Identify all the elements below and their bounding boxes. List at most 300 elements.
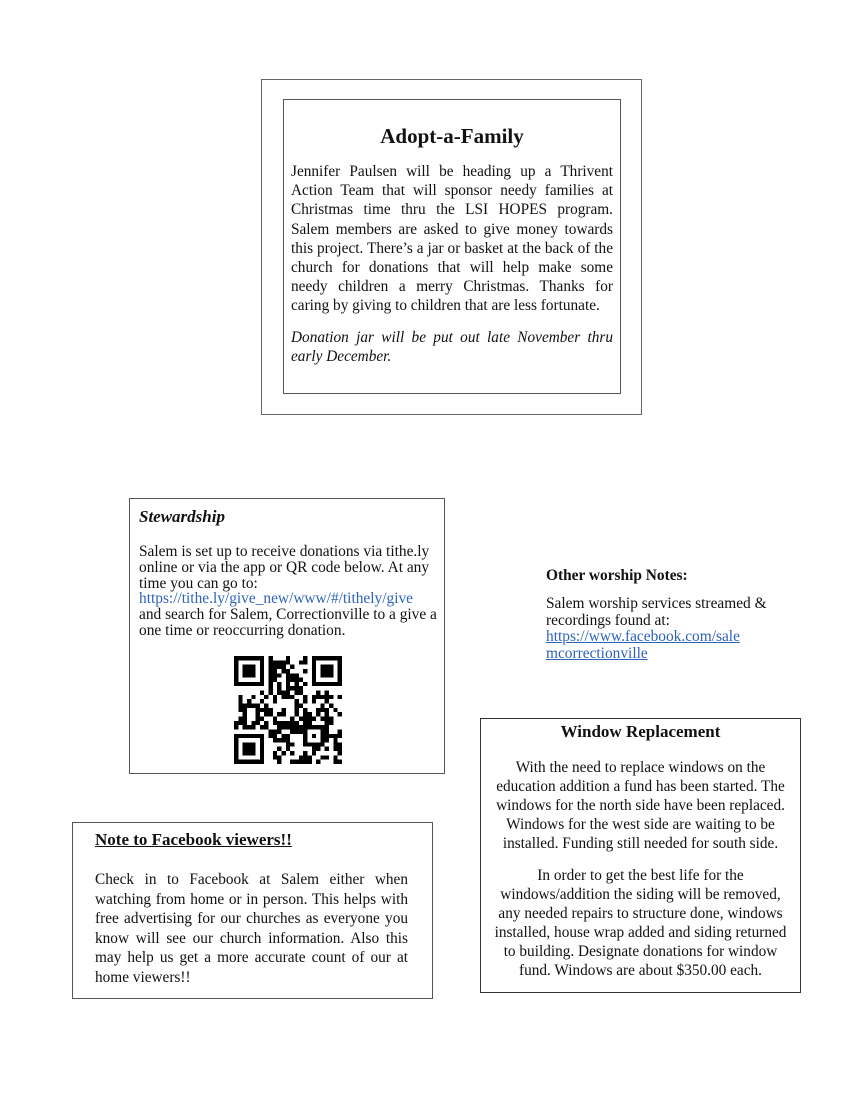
qr-module xyxy=(238,708,242,712)
qr-module xyxy=(251,721,255,725)
qr-module xyxy=(282,734,286,738)
qr-module xyxy=(260,747,264,751)
facebook-link[interactable] xyxy=(546,628,740,662)
qr-module xyxy=(286,691,290,695)
qr-module xyxy=(333,760,337,764)
qr-module xyxy=(273,669,277,673)
qr-module xyxy=(303,682,307,686)
qr-module xyxy=(286,660,290,664)
qr-module xyxy=(338,747,342,751)
qr-module xyxy=(320,665,324,669)
qr-module xyxy=(260,738,264,742)
qr-module xyxy=(338,669,342,673)
qr-module xyxy=(312,673,316,677)
qr-module xyxy=(312,716,316,720)
qr-module xyxy=(307,721,311,725)
qr-module xyxy=(243,665,247,669)
qr-module xyxy=(286,678,290,682)
qr-module xyxy=(329,704,333,708)
qr-module xyxy=(320,742,324,746)
qr-module xyxy=(243,751,247,755)
qr-module xyxy=(338,734,342,738)
other-worship-notes xyxy=(546,567,786,662)
qr-module xyxy=(234,747,238,751)
text-line: to building. Designate donations for window xyxy=(503,943,778,960)
qr-module xyxy=(256,712,260,716)
qr-module xyxy=(264,721,268,725)
qr-module xyxy=(260,751,264,755)
qr-module xyxy=(251,747,255,751)
qr-module xyxy=(299,704,303,708)
qr-module xyxy=(234,660,238,664)
window-replacement-paragraph-2 xyxy=(481,866,800,980)
qr-module xyxy=(256,716,260,720)
qr-module xyxy=(251,751,255,755)
qr-module xyxy=(333,682,337,686)
qr-module xyxy=(286,682,290,686)
qr-module xyxy=(251,665,255,669)
qr-module xyxy=(320,708,324,712)
qr-module xyxy=(299,716,303,720)
qr-module xyxy=(243,734,247,738)
qr-module xyxy=(303,656,307,660)
qr-module xyxy=(325,708,329,712)
qr-module xyxy=(294,673,298,677)
qr-module xyxy=(312,660,316,664)
qr-module xyxy=(273,751,277,755)
qr-module xyxy=(325,738,329,742)
qr-module xyxy=(286,747,290,751)
text-line: installed. Funding still needed for south side. xyxy=(502,835,779,852)
text-line: In order to get the best life for the xyxy=(537,867,744,884)
qr-module xyxy=(329,669,333,673)
qr-module xyxy=(277,725,281,729)
qr-module xyxy=(243,712,247,716)
facebook-note-box xyxy=(72,822,433,999)
qr-module xyxy=(260,678,264,682)
qr-module xyxy=(251,704,255,708)
qr-module xyxy=(273,734,277,738)
qr-module xyxy=(290,742,294,746)
window-replacement-paragraph-1 xyxy=(481,758,800,853)
qr-module xyxy=(307,742,311,746)
qr-module xyxy=(264,704,268,708)
qr-module xyxy=(338,729,342,733)
qr-module xyxy=(290,721,294,725)
qr-module xyxy=(243,673,247,677)
qr-module xyxy=(277,665,281,669)
qr-module xyxy=(282,665,286,669)
qr-module xyxy=(260,673,264,677)
qr-module xyxy=(269,678,273,682)
qr-module xyxy=(251,695,255,699)
qr-module xyxy=(273,721,277,725)
qr-module xyxy=(316,760,320,764)
qr-module xyxy=(312,742,316,746)
adopt-a-family-note: Donation jar will be put out late November thru early December. xyxy=(291,328,613,365)
qr-module xyxy=(273,729,277,733)
qr-module xyxy=(238,704,242,708)
qr-module xyxy=(273,699,277,703)
qr-module xyxy=(290,751,294,755)
qr-module xyxy=(273,755,277,759)
qr-module xyxy=(243,682,247,686)
qr-module xyxy=(247,656,251,660)
qr-module xyxy=(282,660,286,664)
qr-module xyxy=(307,716,311,720)
qr-module xyxy=(303,760,307,764)
qr-module xyxy=(325,669,329,673)
qr-module xyxy=(234,721,238,725)
qr-module xyxy=(260,669,264,673)
qr-module xyxy=(269,656,273,660)
qr-module xyxy=(294,686,298,690)
qr-module xyxy=(238,716,242,720)
qr-module xyxy=(234,734,238,738)
qr-module xyxy=(273,695,277,699)
facebook-link-line1[interactable]: https://www.facebook.com/sale xyxy=(546,628,740,645)
stewardship-text-intro: Salem is set up to receive donations via tithe.ly online or via the app or QR code below. At any time you can go to: xyxy=(139,543,430,592)
qr-module xyxy=(238,734,242,738)
qr-module xyxy=(338,673,342,677)
qr-module xyxy=(325,725,329,729)
qr-module xyxy=(329,721,333,725)
qr-module xyxy=(325,682,329,686)
qr-module xyxy=(247,669,251,673)
text-line: windows for the north side have been replaced. xyxy=(496,797,785,814)
qr-module xyxy=(325,699,329,703)
qr-module xyxy=(316,656,320,660)
qr-module xyxy=(303,755,307,759)
qr-module xyxy=(307,755,311,759)
qr-module xyxy=(251,682,255,686)
qr-module xyxy=(338,712,342,716)
qr-module xyxy=(316,708,320,712)
qr-module xyxy=(277,747,281,751)
qr-module xyxy=(286,669,290,673)
adopt-a-family-paragraph: Jennifer Paulsen will be heading up a Thrivent Action Team that will sponsor needy families at Christmas time thru the LSI HOPES program. Salem members are asked to give money towards this project. There’s a jar or basket at the back of the church for donations that will help make some needy children a merry Christmas. Thanks for caring by giving to children that are less fortunate. xyxy=(291,163,613,315)
adopt-a-family-title: Adopt-a-Family xyxy=(380,124,524,148)
qr-module xyxy=(329,716,333,720)
qr-module xyxy=(329,656,333,660)
qr-module xyxy=(320,695,324,699)
qr-module xyxy=(277,755,281,759)
qr-module xyxy=(260,734,264,738)
qr-module xyxy=(277,712,281,716)
qr-module xyxy=(320,682,324,686)
qr-module xyxy=(269,669,273,673)
qr-module xyxy=(247,699,251,703)
qr-module xyxy=(303,751,307,755)
qr-module xyxy=(269,691,273,695)
qr-code-icon xyxy=(234,656,342,764)
qr-module xyxy=(234,673,238,677)
qr-module xyxy=(303,729,307,733)
qr-module xyxy=(338,742,342,746)
qr-module xyxy=(320,738,324,742)
qr-module xyxy=(316,712,320,716)
qr-module xyxy=(286,742,290,746)
qr-module xyxy=(316,742,320,746)
text-line: With the need to replace windows on the xyxy=(515,759,766,776)
qr-module xyxy=(299,686,303,690)
qr-module xyxy=(290,729,294,733)
qr-module xyxy=(234,669,238,673)
qr-module xyxy=(290,760,294,764)
qr-module xyxy=(320,656,324,660)
qr-module xyxy=(234,682,238,686)
qr-module xyxy=(299,691,303,695)
window-replacement-body xyxy=(481,758,800,993)
qr-module xyxy=(320,673,324,677)
qr-module xyxy=(277,691,281,695)
qr-module xyxy=(234,742,238,746)
qr-module xyxy=(256,682,260,686)
qr-module xyxy=(286,738,290,742)
qr-module xyxy=(260,656,264,660)
text-line: education addition a fund has been started. The xyxy=(496,778,785,795)
qr-module xyxy=(338,660,342,664)
qr-module xyxy=(325,755,329,759)
qr-module xyxy=(325,695,329,699)
qr-module xyxy=(303,734,307,738)
qr-module xyxy=(294,708,298,712)
qr-module xyxy=(294,704,298,708)
qr-module xyxy=(260,682,264,686)
qr-module xyxy=(333,755,337,759)
text-line: fund. Windows are about $350.00 each. xyxy=(519,962,762,979)
qr-module xyxy=(243,669,247,673)
qr-module xyxy=(333,738,337,742)
qr-module xyxy=(269,673,273,677)
qr-module xyxy=(303,725,307,729)
qr-module xyxy=(316,725,320,729)
qr-module xyxy=(256,704,260,708)
qr-module xyxy=(260,660,264,664)
qr-module xyxy=(269,734,273,738)
adopt-a-family-box xyxy=(283,99,621,394)
qr-module xyxy=(247,704,251,708)
qr-module xyxy=(260,665,264,669)
qr-module xyxy=(247,734,251,738)
qr-module xyxy=(251,669,255,673)
qr-module xyxy=(286,721,290,725)
qr-module xyxy=(264,712,268,716)
qr-module xyxy=(294,729,298,733)
window-replacement-title: Window Replacement xyxy=(560,722,721,741)
qr-module xyxy=(312,669,316,673)
qr-module xyxy=(286,734,290,738)
qr-module xyxy=(338,682,342,686)
qr-module xyxy=(303,721,307,725)
qr-module xyxy=(312,747,316,751)
stewardship-body xyxy=(139,544,444,639)
qr-module xyxy=(273,738,277,742)
qr-module xyxy=(294,682,298,686)
qr-module xyxy=(316,695,320,699)
qr-module xyxy=(247,747,251,751)
qr-module xyxy=(290,695,294,699)
qr-module xyxy=(333,708,337,712)
qr-module xyxy=(290,725,294,729)
qr-module xyxy=(282,725,286,729)
qr-module xyxy=(329,734,333,738)
qr-module xyxy=(320,725,324,729)
qr-module xyxy=(256,760,260,764)
qr-module xyxy=(277,660,281,664)
qr-module xyxy=(282,708,286,712)
qr-module xyxy=(303,695,307,699)
qr-module xyxy=(325,712,329,716)
qr-module xyxy=(260,691,264,695)
qr-module xyxy=(277,729,281,733)
qr-module xyxy=(325,673,329,677)
qr-module xyxy=(264,725,268,729)
qr-module xyxy=(269,712,273,716)
qr-module xyxy=(307,725,311,729)
qr-module xyxy=(273,665,277,669)
qr-module xyxy=(238,682,242,686)
qr-module xyxy=(294,691,298,695)
stewardship-box xyxy=(129,498,445,774)
qr-module xyxy=(243,708,247,712)
other-worship-text: Salem worship services streamed & recordings found at: xyxy=(546,595,767,629)
qr-module xyxy=(325,747,329,751)
qr-module xyxy=(256,721,260,725)
qr-module xyxy=(273,673,277,677)
qr-module xyxy=(269,682,273,686)
adopt-a-family-body xyxy=(291,162,613,378)
qr-module xyxy=(251,760,255,764)
qr-module xyxy=(243,656,247,660)
qr-module xyxy=(282,695,286,699)
qr-module xyxy=(312,699,316,703)
qr-module xyxy=(325,656,329,660)
qr-module xyxy=(320,716,324,720)
facebook-link-line2[interactable]: mcorrectionville xyxy=(546,644,648,662)
qr-module xyxy=(312,725,316,729)
qr-module xyxy=(325,721,329,725)
qr-module xyxy=(282,738,286,742)
qr-module xyxy=(234,760,238,764)
qr-module xyxy=(269,686,273,690)
qr-module xyxy=(338,656,342,660)
qr-module xyxy=(277,721,281,725)
qr-module xyxy=(320,755,324,759)
qr-module xyxy=(243,721,247,725)
qr-module xyxy=(277,738,281,742)
qr-module xyxy=(325,729,329,733)
qr-module xyxy=(312,734,316,738)
text-line: any needed repairs to structure done, windows xyxy=(498,905,783,922)
tithely-link[interactable]: https://tithe.ly/give_new/www/#/tithely/give xyxy=(139,590,414,608)
stewardship-text-outro: and search for Salem, Correctionville to a give a one time or reoccurring donation. xyxy=(139,606,437,639)
qr-module xyxy=(290,716,294,720)
facebook-note-body: Check in to Facebook at Salem either when watching from home or in person. This helps with free advertising for our churches as everyone you know will see our church information. Also this may help us get a more accurate count of our at home viewers!! xyxy=(95,871,408,986)
qr-module xyxy=(299,678,303,682)
qr-module xyxy=(294,760,298,764)
qr-module xyxy=(294,712,298,716)
text-line: installed, house wrap added and siding returned xyxy=(494,924,787,941)
qr-module xyxy=(299,729,303,733)
qr-module xyxy=(286,725,290,729)
qr-module xyxy=(290,686,294,690)
qr-module xyxy=(316,691,320,695)
qr-module xyxy=(243,760,247,764)
qr-module xyxy=(320,704,324,708)
qr-module xyxy=(312,678,316,682)
qr-module xyxy=(247,682,251,686)
qr-module xyxy=(312,751,316,755)
other-worship-title: Other worship Notes: xyxy=(546,567,688,584)
qr-module xyxy=(238,760,242,764)
qr-module xyxy=(329,673,333,677)
qr-module xyxy=(256,734,260,738)
qr-module xyxy=(251,725,255,729)
qr-module xyxy=(247,673,251,677)
qr-module xyxy=(312,656,316,660)
qr-module xyxy=(234,751,238,755)
qr-module xyxy=(277,673,281,677)
qr-module xyxy=(303,716,307,720)
qr-module xyxy=(247,751,251,755)
qr-module xyxy=(260,755,264,759)
qr-module xyxy=(329,682,333,686)
qr-module xyxy=(260,708,264,712)
qr-module xyxy=(234,738,238,742)
other-worship-body xyxy=(546,596,786,662)
qr-module xyxy=(243,725,247,729)
qr-module xyxy=(329,695,333,699)
qr-module xyxy=(329,665,333,669)
qr-module xyxy=(247,665,251,669)
qr-module xyxy=(238,721,242,725)
qr-module xyxy=(260,725,264,729)
qr-module xyxy=(303,708,307,712)
qr-module xyxy=(277,682,281,686)
qr-module xyxy=(325,716,329,720)
qr-module xyxy=(256,708,260,712)
qr-module xyxy=(312,665,316,669)
qr-module xyxy=(333,734,337,738)
qr-module xyxy=(269,708,273,712)
qr-module xyxy=(260,699,264,703)
qr-module xyxy=(251,673,255,677)
qr-module xyxy=(269,729,273,733)
stewardship-title: Stewardship xyxy=(139,507,225,526)
qr-module xyxy=(243,716,247,720)
qr-module xyxy=(286,686,290,690)
qr-module xyxy=(234,725,238,729)
qr-module xyxy=(243,747,247,751)
qr-module xyxy=(290,673,294,677)
qr-module xyxy=(234,678,238,682)
qr-module xyxy=(286,695,290,699)
qr-module xyxy=(316,682,320,686)
qr-module xyxy=(290,665,294,669)
qr-module xyxy=(269,665,273,669)
qr-module xyxy=(299,725,303,729)
qr-module xyxy=(282,751,286,755)
qr-module xyxy=(338,760,342,764)
qr-module xyxy=(238,656,242,660)
facebook-note-title: Note to Facebook viewers!! xyxy=(95,830,292,849)
qr-module xyxy=(325,665,329,669)
qr-module xyxy=(251,742,255,746)
qr-module xyxy=(307,712,311,716)
qr-module xyxy=(243,704,247,708)
qr-module xyxy=(243,742,247,746)
